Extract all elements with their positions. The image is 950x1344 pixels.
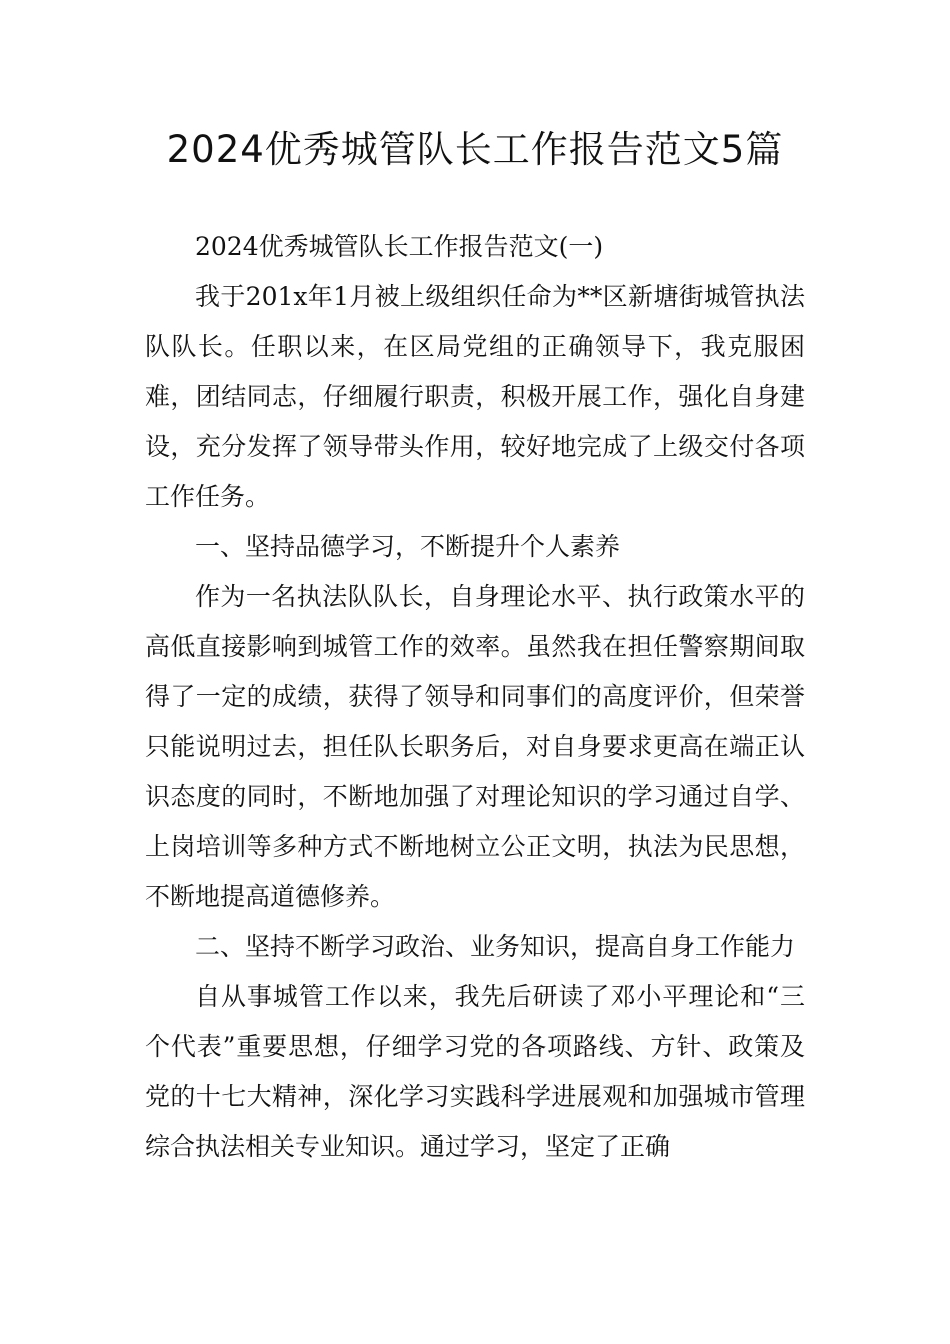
- paragraph-2: 自从事城管工作以来，我先后研读了邓小平理论和“三个代表”重要思想，仔细学习党的各项路线、方针、政策及党的十七大精神，深化学习实践科学进展观和加强城市管理综合执法相关专业知识。通过学习，坚定了正确: [145, 982, 805, 1161]
- section-heading-1: 一、坚持品德学习，不断提升个人素养: [195, 532, 621, 561]
- section-heading-2: 二、坚持不断学习政治、业务知识，提高自身工作能力: [195, 932, 796, 961]
- document-title: 2024优秀城管队长工作报告范文5篇: [166, 128, 784, 171]
- document-body: [145, 222, 805, 1172]
- paragraph-intro: 我于201x年1月被上级组织任命为**区新塘街城管执法队队长。任职以来，在区局党组的正确领导下，我克服困难，团结同志，仔细履行职责，积极开展工作，强化自身建设，充分发挥了领导带头作用，较好地完成了上级交付各项工作任务。: [145, 282, 805, 511]
- section-subtitle: 2024优秀城管队长工作报告范文(一): [195, 232, 604, 261]
- paragraph-1: 作为一名执法队队长，自身理论水平、执行政策水平的高低直接影响到城管工作的效率。虽然我在担任警察期间取得了一定的成绩，获得了领导和同事们的高度评价，但荣誉只能说明过去，担任队长职务后，对自身要求更高在端正认识态度的同时，不断地加强了对理论知识的学习通过自学、上岗培训等多种方式不断地树立公正文明，执法为民思想，不断地提高道德修养。: [145, 582, 805, 911]
